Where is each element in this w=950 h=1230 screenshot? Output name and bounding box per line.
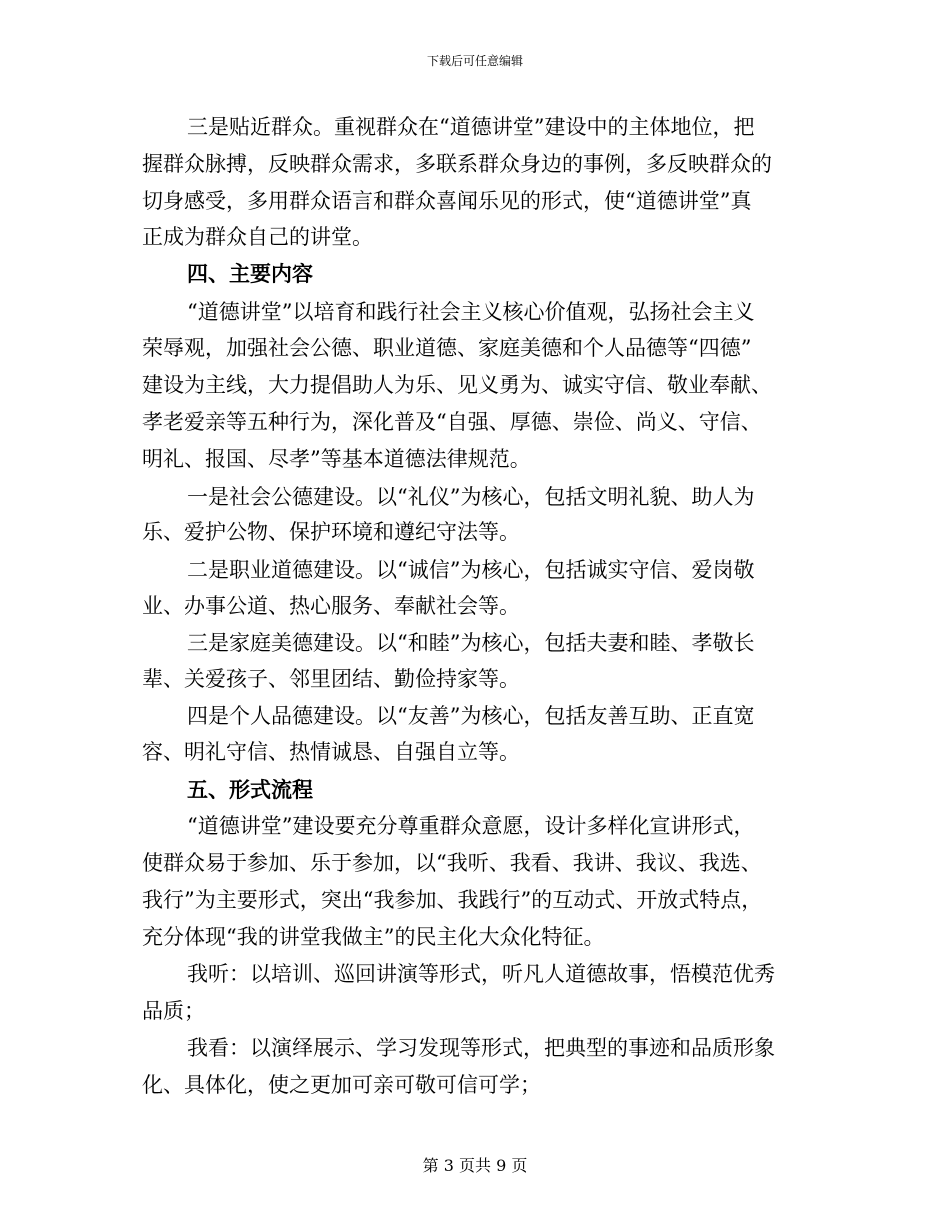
page-header: 下载后可任意编辑 [426, 54, 523, 68]
paragraph-line: 建设为主线，大力提倡助人为乐、见义勇为、诚实守信、敬业奉献、 [142, 373, 772, 397]
section-heading: 四、主要内容 [187, 261, 313, 286]
paragraph-line: 我看：以演绎展示、学习发现等形式，把典型的事迹和品质形象 [187, 1036, 775, 1060]
paragraph-line: “道德讲堂”以培育和践行社会主义核心价值观，弘扬社会主义 [187, 300, 755, 324]
paragraph-line: 化、具体化，使之更加可亲可敬可信可学； [142, 1073, 541, 1097]
paragraph-line: 乐、爱护公物、保护环境和遵纪守法等。 [142, 520, 520, 544]
paragraph-line: 使群众易于参加、乐于参加，以“我听、我看、我讲、我议、我选、 [142, 851, 762, 875]
paragraph-line: 四是个人品德建设。以“友善”为核心，包括友善互助、正直宽 [187, 704, 755, 728]
paragraph-line: 孝老爱亲等五种行为，深化普及“自强、厚德、崇俭、尚义、守信、 [142, 410, 762, 434]
paragraph-line: 正成为群众自己的讲堂。 [142, 225, 373, 249]
paragraph-line: 三是家庭美德建设。以“和睦”为核心，包括夫妻和睦、孝敬长 [187, 631, 755, 655]
paragraph-line: 二是职业道德建设。以“诚信”为核心，包括诚实守信、爱岗敬 [187, 558, 755, 582]
paragraph-line: 切身感受，多用群众语言和群众喜闻乐见的形式，使“道德讲堂”真 [142, 189, 752, 213]
paragraph-line: 辈、关爱孩子、邻里团结、勤俭持家等。 [142, 667, 520, 691]
paragraph-line: 容、明礼守信、热情诚恳、自强自立等。 [142, 740, 520, 764]
paragraph-line: 充分体现“我的讲堂我做主”的民主化大众化特征。 [142, 925, 605, 949]
section-heading: 五、形式流程 [187, 777, 313, 802]
paragraph-line: 明礼、报国、尽孝”等基本道德法律规范。 [142, 447, 531, 471]
paragraph-line: 业、办事公道、热心服务、奉献社会等。 [142, 594, 520, 618]
paragraph-line: 我行”为主要形式，突出“我参加、我践行”的互动式、开放式特点， [142, 888, 763, 912]
paragraph-line: “道德讲堂”建设要充分尊重群众意愿，设计多样化宣讲形式， [187, 814, 755, 838]
paragraph-line: 荣辱观，加强社会公德、职业道德、家庭美德和个人品德等“四德” [142, 336, 752, 360]
page-footer: 第 3 页共 9 页 [422, 1156, 528, 1175]
paragraph-line: 握群众脉搏，反映群众需求，多联系群众身边的事例，多反映群众的 [142, 152, 772, 176]
paragraph-line: 我听：以培训、巡回讲演等形式，听凡人道德故事，悟模范优秀 [187, 962, 775, 986]
paragraph-line: 一是社会公德建设。以“礼仪”为核心，包括文明礼貌、助人为 [187, 485, 755, 509]
paragraph-line: 品质； [142, 999, 205, 1023]
paragraph-line: 三是贴近群众。重视群众在“道德讲堂”建设中的主体地位，把 [187, 115, 755, 139]
